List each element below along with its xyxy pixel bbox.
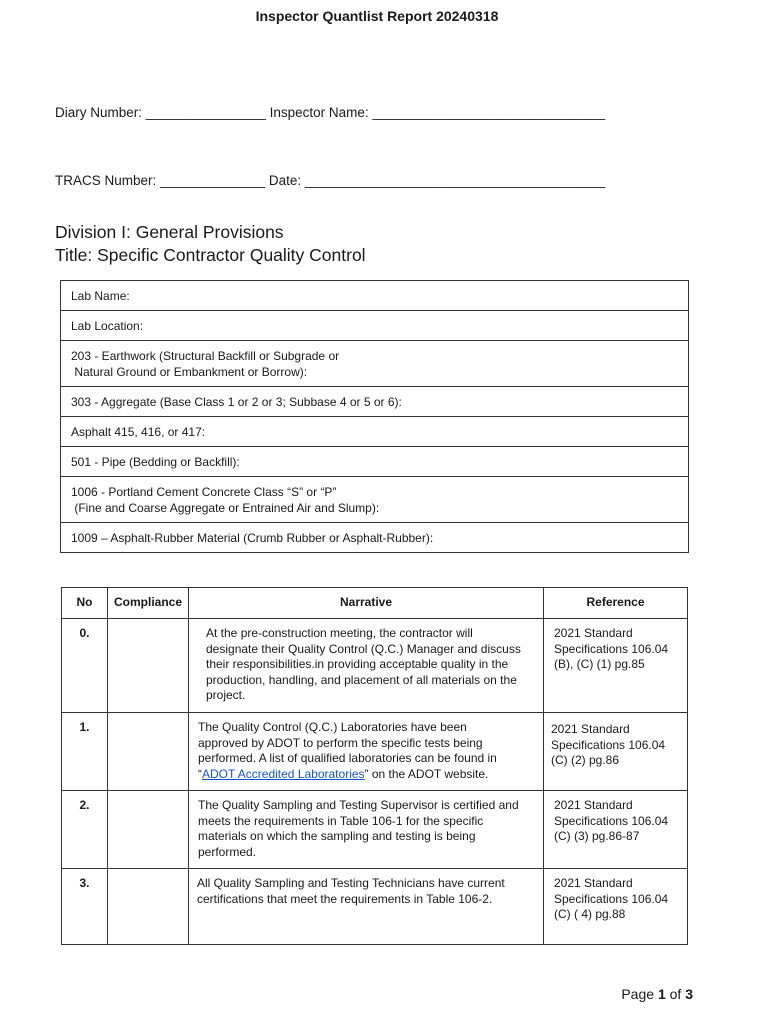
page-word: Page [621, 986, 655, 1002]
section-title: Title: Specific Contractor Quality Control [55, 245, 366, 265]
reference-cell: 2021 Standard Specifications 106.04 (C) (3) pg.86-87 [544, 791, 688, 869]
table-row [62, 869, 688, 945]
earthwork-line-2: Natural Ground or Embankment or Borrow): [71, 365, 308, 379]
row-number: 3. [62, 869, 108, 945]
page-of: of [669, 986, 682, 1002]
asphalt-rubber-cell: 1009 – Asphalt-Rubber Material (Crumb Rubber or Asphalt-Rubber): [61, 523, 689, 553]
compliance-cell[interactable] [108, 869, 189, 945]
reference-cell: 2021 Standard Specifications 106.04 (C) ( 4) pg.88 [544, 869, 688, 945]
lab-name-cell: Lab Name: [61, 281, 689, 311]
compliance-cell[interactable] [108, 713, 189, 791]
table-header-row [62, 588, 688, 619]
compliance-cell[interactable] [108, 619, 189, 713]
quality-control-table [61, 587, 688, 945]
narrative-cell: All Quality Sampling and Testing Technicians have current certifications that meet the requirements in Table 106-2. [189, 869, 544, 945]
pipe-cell: 501 - Pipe (Bedding or Backfill): [61, 447, 689, 477]
narrative-cell [189, 713, 544, 791]
division-heading [55, 221, 366, 267]
table-row [62, 791, 688, 869]
header-reference: Reference [544, 588, 688, 619]
asphalt-cell: Asphalt 415, 416, or 417: [61, 417, 689, 447]
lab-location-cell: Lab Location: [61, 311, 689, 341]
concrete-line-1: 1006 - Portland Cement Concrete Class “S” or “P” [71, 485, 337, 499]
concrete-line-2: (Fine and Coarse Aggregate or Entrained Air and Slump): [71, 501, 380, 515]
reference-cell: 2021 Standard Specifications 106.04 (C) (2) pg.86 [544, 713, 688, 791]
division-title: Division I: General Provisions [55, 222, 284, 242]
diary-inspector-field-line: Diary Number: ________________ Inspector Name: _______________________________ [55, 105, 606, 120]
adot-accredited-labs-link[interactable]: ADOT Accredited Laboratories [202, 766, 365, 781]
header-compliance: Compliance [108, 588, 189, 619]
earthwork-line-1: 203 - Earthwork (Structural Backfill or Subgrade or [71, 349, 340, 363]
header-narrative: Narrative [189, 588, 544, 619]
row-number: 1. [62, 713, 108, 791]
table-row [62, 713, 688, 791]
page-number [621, 986, 693, 1002]
row-number: 0. [62, 619, 108, 713]
page-current: 1 [657, 986, 666, 1002]
report-title: Inspector Quantlist Report 20240318 [255, 8, 499, 24]
header-no: No [62, 588, 108, 619]
reference-cell: 2021 Standard Specifications 106.04 (B), (C) (1) pg.85 [544, 619, 688, 713]
page-total: 3 [685, 986, 693, 1002]
narrative-text: The Quality Control (Q.C.) Laboratories have been approved by ADOT to perform the specific tests being performed. A list of qualified laboratories can be found in “ [198, 720, 497, 781]
narrative-cell: The Quality Sampling and Testing Supervisor is certified and meets the requirements in Table 106-1 for the specific materials on which the sampling and testing is being performed. [189, 791, 544, 869]
concrete-cell [61, 477, 689, 523]
tracs-date-field-line: TRACS Number: ______________ Date: ________________________________________ [55, 173, 606, 188]
earthwork-cell [61, 341, 689, 387]
table-row [62, 619, 688, 713]
row-number: 2. [62, 791, 108, 869]
compliance-cell[interactable] [108, 791, 189, 869]
lab-info-table [60, 280, 689, 553]
narrative-cell: At the pre-construction meeting, the contractor will designate their Quality Control (Q.C.) Manager and discuss their responsibilities.in providing acceptable quality in the production, handling, and placement of all materials on the project. [189, 619, 544, 713]
narrative-text-end: ” on the ADOT website. [364, 766, 489, 781]
aggregate-cell: 303 - Aggregate (Base Class 1 or 2 or 3; Subbase 4 or 5 or 6): [61, 387, 689, 417]
